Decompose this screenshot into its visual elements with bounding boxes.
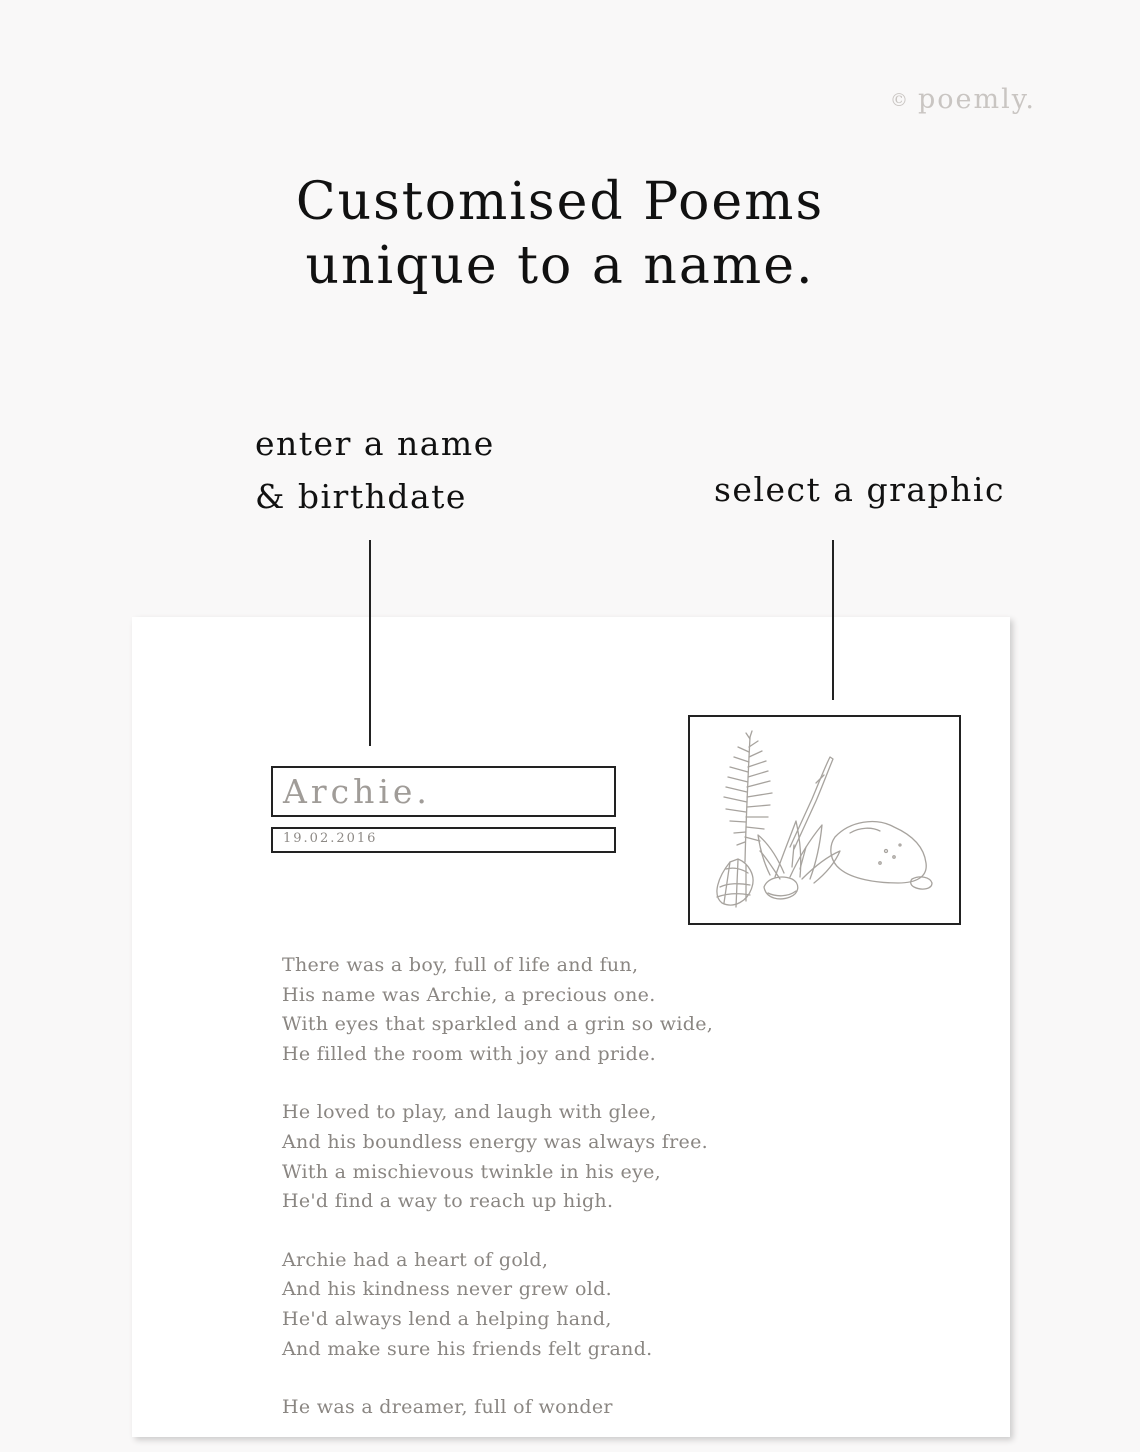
page-headline xyxy=(0,170,1120,298)
poem-stanza xyxy=(282,1393,713,1423)
poem-line: He was a dreamer, full of wonder xyxy=(282,1396,613,1419)
poem-line: Archie had a heart of gold, xyxy=(282,1248,549,1271)
poem-stanza xyxy=(282,951,713,1069)
birthdate-value: 19.02.2016 xyxy=(283,831,378,846)
poem-line: He filled the room with joy and pride. xyxy=(282,1042,657,1065)
poem-line: He loved to play, and laugh with glee, xyxy=(282,1101,657,1124)
poem-line: He'd always lend a helping hand, xyxy=(282,1307,612,1330)
poem-line: And his kindness never grew old. xyxy=(282,1278,612,1301)
poem-line: And his boundless energy was always free. xyxy=(282,1130,708,1153)
poem-text xyxy=(282,951,713,1452)
enter-name-label xyxy=(255,417,495,523)
poem-stanza xyxy=(282,1098,713,1216)
headline-line-1: Customised Poems xyxy=(295,172,825,232)
headline-line-2: unique to a name. xyxy=(305,236,815,296)
graphic-selector[interactable] xyxy=(688,715,961,925)
name-value: Archie. xyxy=(283,772,431,811)
poem-line: He'd find a way to reach up high. xyxy=(282,1190,614,1213)
brand-logo xyxy=(890,84,1036,115)
birthdate-field[interactable] xyxy=(271,827,616,853)
select-graphic-label: select a graphic xyxy=(714,470,1005,509)
enter-name-label-line-2: & birthdate xyxy=(255,477,467,516)
graphic-connector-line xyxy=(832,540,834,700)
poem-line: There was a boy, full of life and fun, xyxy=(282,954,639,976)
poem-line: His name was Archie, a precious one. xyxy=(282,983,656,1006)
poem-line: With eyes that sparkled and a grin so wide, xyxy=(282,1013,714,1036)
brand-name: poemly. xyxy=(918,84,1037,115)
botanical-illustration-icon xyxy=(690,717,959,923)
poem-line: And make sure his friends felt grand. xyxy=(282,1337,653,1360)
name-field[interactable] xyxy=(271,766,616,817)
poem-line: With a mischievous twinkle in his eye, xyxy=(282,1160,661,1183)
enter-name-label-line-1: enter a name xyxy=(255,424,495,463)
name-connector-line xyxy=(369,540,371,746)
poem-stanza xyxy=(282,1246,713,1364)
copyright-symbol: © xyxy=(890,90,910,111)
